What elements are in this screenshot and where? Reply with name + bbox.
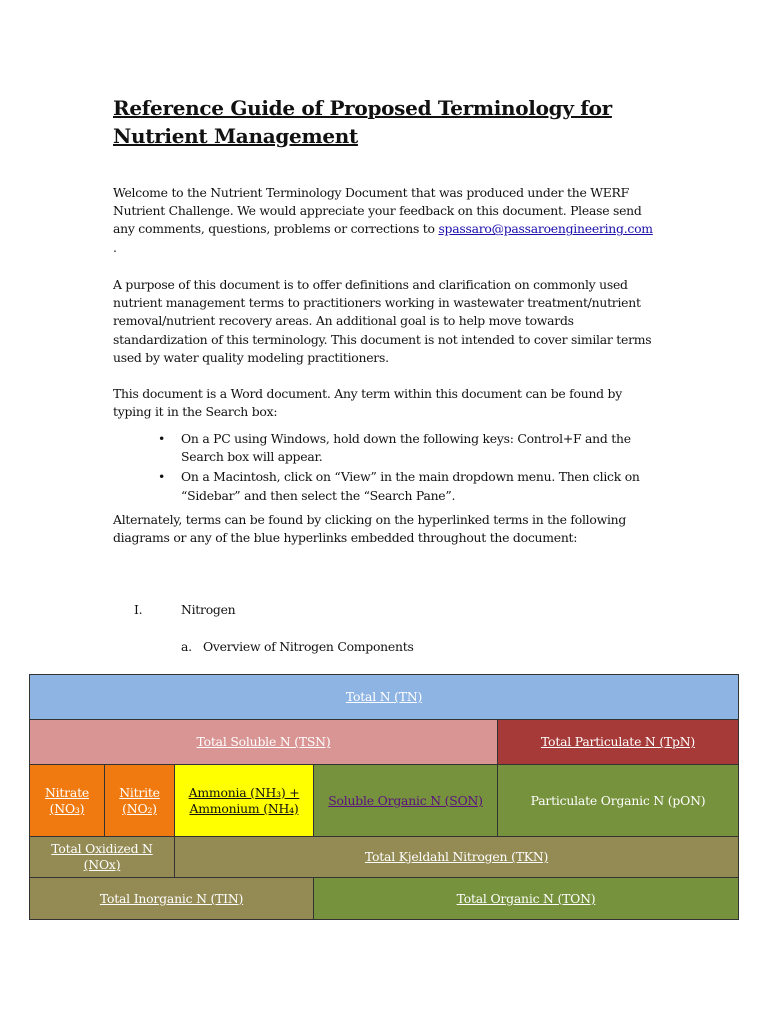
subsection-heading: Overview of Nitrogen Components (203, 639, 414, 654)
alternately-paragraph: Alternately, terms can be found by clicking on the hyperlinked terms in the following diagrams or any of the blue hyperlinks embedded throughout the document: (113, 512, 627, 546)
list-item: • On a Macintosh, click on “View” in the main dropdown menu. Then click on “Sidebar” and then select the “Search Pane”. (158, 469, 640, 503)
total-n-cell[interactable]: Total N (TN) (30, 675, 738, 720)
total-organic-n-cell[interactable]: Total Organic N (TON) (314, 878, 738, 919)
total-particulate-n-cell[interactable]: Total Particulate N (TpN) (498, 720, 738, 765)
ammonia-cell[interactable]: Ammonia (NH₃) + Ammonium (NH₄) (175, 765, 314, 837)
search-instructions-list (113, 430, 658, 507)
particulate-organic-n-cell: Particulate Organic N (pON) (498, 765, 738, 837)
subsection-number: a. (181, 639, 192, 654)
total-oxidized-n-cell[interactable]: Total Oxidized N (NOx) (30, 837, 175, 878)
bullet-icon: • (158, 469, 166, 485)
bullet-icon: • (158, 431, 166, 446)
intro-text: Welcome to the Nutrient Terminology Document that was produced under the WERF Nutrient Challenge. We would appreciate your feedback on this document. Please send any comments, questions, problems or corrections to (113, 185, 642, 237)
page-title: Reference Guide of Proposed Terminology for Nutrient Management (113, 96, 612, 148)
section-heading: Nitrogen (181, 602, 236, 617)
soluble-organic-n-cell[interactable]: Soluble Organic N (SON) (314, 765, 498, 837)
nitrogen-components-diagram (29, 674, 739, 920)
total-soluble-n-cell[interactable]: Total Soluble N (TSN) (30, 720, 498, 765)
nitrate-cell[interactable]: Nitrate (NO₃) (30, 765, 105, 837)
email-link[interactable]: spassaro@passaroengineering.com (438, 221, 653, 237)
purpose-paragraph: A purpose of this document is to offer definitions and clarification on commonly used nutrient management terms to practitioners working in wastewater treatment/nutrient removal/nutrient recovery areas. An additional goal is to help move towards standardization of this terminology. This document is not intended to cover similar terms used by water quality modeling practitioners. (113, 277, 652, 365)
list-item: • On a PC using Windows, hold down the following keys: Control+F and the Search box will appear. (158, 431, 631, 465)
intro-after: . (113, 239, 117, 255)
nitrite-cell[interactable]: Nitrite (NO₂) (105, 765, 175, 837)
word-doc-paragraph: This document is a Word document. Any term within this document can be found by typing it in the Search box: (113, 386, 622, 420)
total-inorganic-n-cell[interactable]: Total Inorganic N (TIN) (30, 878, 314, 919)
section-number: I. (134, 602, 143, 617)
tkn-cell[interactable]: Total Kjeldahl Nitrogen (TKN) (175, 837, 738, 878)
intro-paragraph (113, 184, 658, 257)
